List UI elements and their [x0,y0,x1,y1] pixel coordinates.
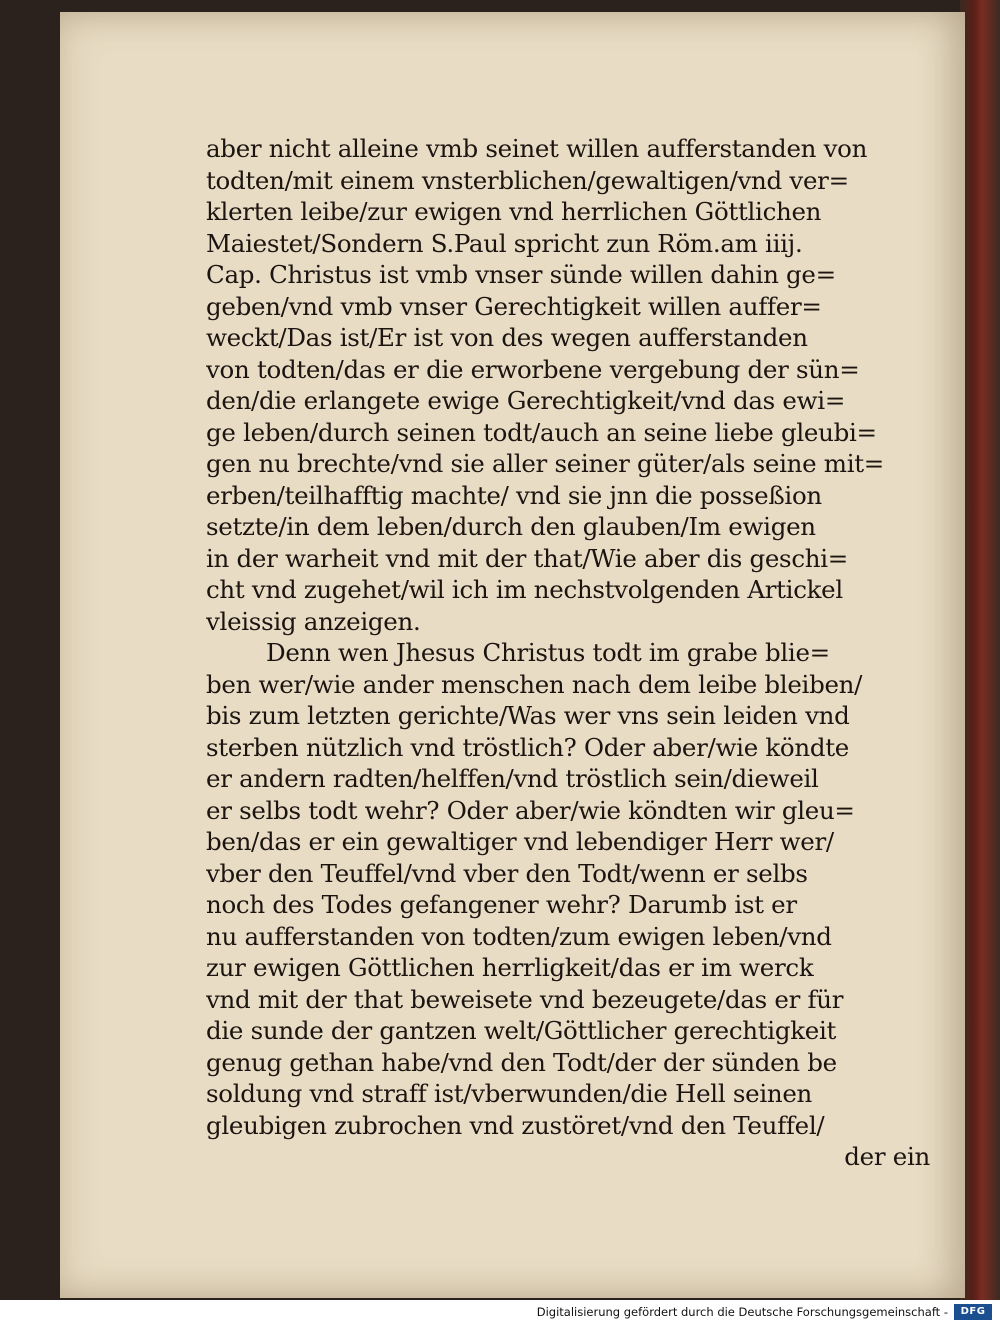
text-line: weckt/Das ist/Er ist von des wegen aufferstanden [206,323,808,352]
text-line: nu aufferstanden von todten/zum ewigen leben/vnd [206,921,832,951]
catchword: der ein [844,1142,930,1171]
text-line: in der warheit vnd mit der that/Wie aber dis geschi= [206,543,848,573]
text-line: klerten leibe/zur ewigen vnd herrlichen Göttlichen [206,197,822,226]
text-line: cht vnd zugehet/wil ich im nechstvolgenden Artickel [206,575,843,604]
text-line: Cap. Christus ist vmb vnser sünde willen dahin ge= [206,260,836,289]
text-line: setzte/in dem leben/durch den glauben/Im ewigen [206,512,816,541]
text-line: Maiestet/Sondern S.Paul spricht zun Röm.am iiij. [206,228,803,258]
text-line: zur ewigen Göttlichen herrligkeit/das er im werck [206,953,814,982]
text-line: genug gethan habe/vnd den Todt/der der sünden be [206,1047,837,1077]
text-line: gen nu brechte/vnd sie aller seiner güter/als seine mit= [206,449,885,478]
text-line: ben/das er ein gewaltiger vnd lebendiger Herr wer/ [206,827,834,856]
text-line: erben/teilhafftig machte/ vnd sie jnn die posseßion [206,480,822,510]
text-line: bis zum letzten gerichte/Was wer vns sein leiden vnd [206,701,850,730]
text-line: den/die erlangete ewige Gerechtigkeit/vnd das ewi= [206,386,846,415]
text-line: die sunde der gantzen welt/Göttlicher gerechtigkeit [206,1016,837,1045]
text-line: ben wer/wie ander menschen nach dem leibe bleiben/ [206,669,863,699]
text-line: aber nicht alleine vmb seinet willen aufferstanden von [206,134,868,163]
book-edge [960,0,1000,1300]
page-text-block [206,133,936,1173]
text-line: geben/vnd vmb vnser Gerechtigkeit willen auffer= [206,291,822,321]
text-line: gleubigen zubrochen vnd zustöret/vnd den Teuffel/ [206,1110,825,1140]
paragraph-start-line: Denn wen Jhesus Christus todt im grabe blie= [266,638,830,667]
dfg-logo: DFG [954,1304,992,1320]
text-line: sterben nützlich vnd tröstlich? Oder aber/wie köndte [206,732,849,762]
footer-bar [0,1300,1000,1324]
text-line: vber den Teuffel/vnd vber den Todt/wenn er selbs [206,858,808,888]
text-line: todten/mit einem vnsterblichen/gewaltigen/vnd ver= [206,165,849,195]
funding-credit: Digitalisierung gefördert durch die Deutsche Forschungsgemeinschaft - [536,1305,948,1319]
text-line: er selbs todt wehr? Oder aber/wie köndten wir gleu= [206,795,855,825]
text-line: ge leben/durch seinen todt/auch an seine liebe gleubi= [206,417,877,447]
text-line: er andern radten/helffen/vnd tröstlich sein/dieweil [206,764,819,793]
text-line: vnd mit der that beweisete vnd bezeugete/das er für [206,984,844,1014]
text-line: vleissig anzeigen. [206,606,421,636]
text-line: soldung vnd straff ist/vberwunden/die Hell seinen [206,1079,813,1108]
text-line: noch des Todes gefangener wehr? Darumb ist er [206,890,797,919]
text-line: von todten/das er die erworbene vergebung der sün= [206,354,860,384]
